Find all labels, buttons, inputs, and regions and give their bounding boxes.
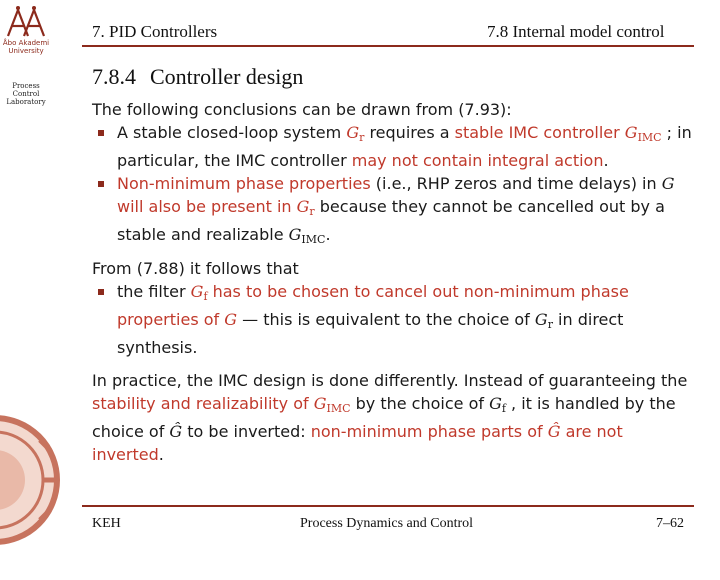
footer-page-number: 7–62 <box>656 516 684 531</box>
slide-body <box>92 98 696 466</box>
list-item: the filter $G_f$ has to be chosen to cancel out non-minimum phase properties of G — this is equivalent to the choice of $G_r$ in direct synthesis. <box>92 280 696 359</box>
chapter-title: 7. PID Controllers <box>92 22 218 41</box>
list-item: Non-minimum phase properties (i.e., RHP zeros and time delays) in G will also be present in $G_r$ because they cannot be cancelled out by a stable and realizable $G_{IMC}$. <box>92 172 696 251</box>
list-item: A stable closed-loop system $G_r$ requires a stable IMC controller $G_{IMC}$ ; in particular, the IMC controller may not contain integral action. <box>92 121 696 172</box>
slide-title <box>92 64 303 90</box>
header-divider <box>82 45 694 47</box>
ghat-symbol: Ĝ <box>169 422 183 441</box>
intro-text: The following conclusions can be drawn from (7.93): <box>92 100 512 119</box>
lab-name-line1: Process <box>12 82 40 90</box>
gf-symbol: $G_f$ <box>190 282 208 303</box>
university-name-line1: Åbo Akademi <box>2 39 50 47</box>
university-logo-icon <box>4 6 48 38</box>
practice-paragraph: In practice, the IMC design is done differently. Instead of guaranteeing the stability and realizability of $G_{IMC}$ by the choice of $G_f$ , it is handled by the choice of Ĝ to be inverted: non-minimum phase parts of Ĝ are not inverted. <box>92 371 688 464</box>
section-title: 7.8 Internal model control <box>487 22 665 41</box>
footer-divider <box>82 505 694 507</box>
lab-name <box>0 82 52 106</box>
mid-text: From (7.88) it follows that <box>92 259 299 278</box>
sidebar <box>0 0 52 540</box>
university-seal-watermark <box>0 380 60 580</box>
title-text: Controller design <box>150 64 304 89</box>
gr-symbol: $G_r$ <box>534 310 553 331</box>
gf-symbol: $G_f$ <box>489 394 506 415</box>
ghat-symbol: Ĝ <box>547 422 561 441</box>
gr-symbol: $G_r$ <box>346 123 365 144</box>
gimc-symbol: $G_{IMC}$ <box>313 394 351 415</box>
g-symbol: G <box>661 174 675 193</box>
gimc-symbol: $G_{IMC}$ <box>624 123 662 144</box>
gimc-symbol: $G_{IMC}$ <box>288 225 326 246</box>
filter-list <box>92 280 696 359</box>
gr-symbol: $G_r$ <box>296 197 315 218</box>
g-symbol: G <box>224 310 238 329</box>
lab-name-line3: Laboratory <box>6 98 46 106</box>
conclusion-list <box>92 121 696 251</box>
footer-course: Process Dynamics and Control <box>300 516 474 531</box>
lab-name-line2: Control <box>12 90 40 98</box>
footer-author: KEH <box>92 516 121 531</box>
title-number: 7.8.4 <box>92 64 136 89</box>
university-name-line2: University <box>8 47 44 55</box>
